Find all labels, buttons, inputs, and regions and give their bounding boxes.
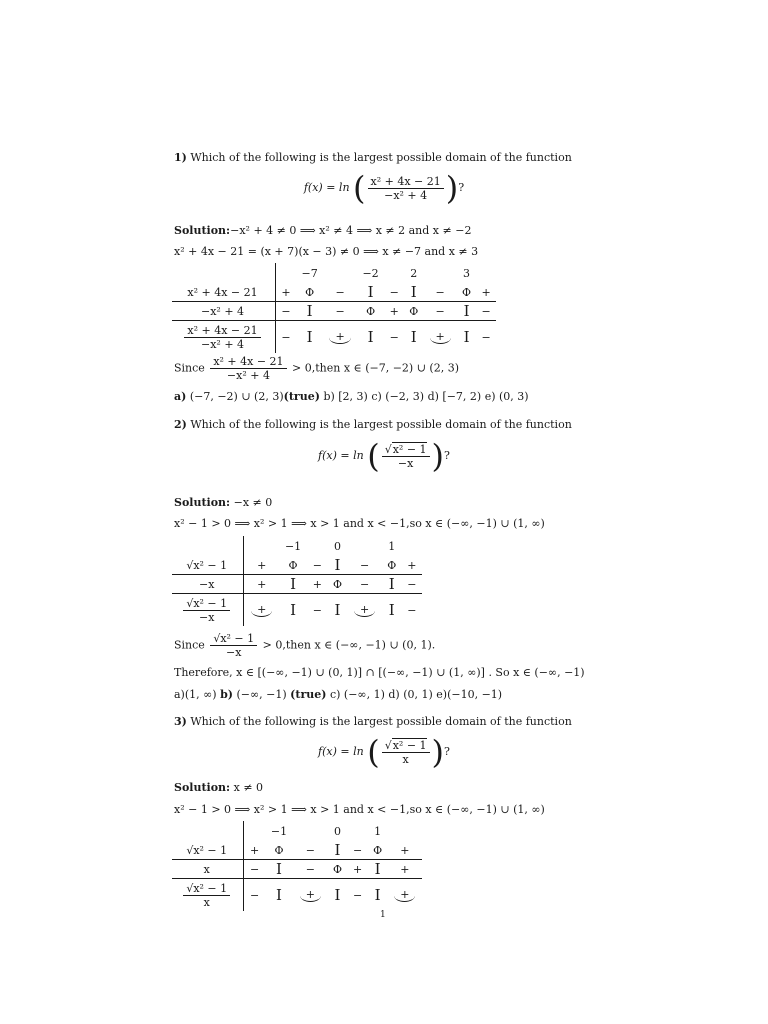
q2-solution-2: x² − 1 > 0 ⟹ x² > 1 ⟹ x > 1 and x < −1,so x ∈ (−∞, −1) ∪ (1, ∞)	[174, 517, 545, 530]
table-row: $\frac{\text{√x² − 1}}{x}$ − I + I − I +	[172, 879, 422, 912]
q2-solution-1: Solution: −x ≠ 0	[174, 496, 273, 509]
table-header: −1 0 1	[172, 821, 422, 841]
q1-answers: a) (−7, −2) ∪ (2, 3)(true) b) [2, 3) c) (−2, 3) d) [−7, 2) e) (0, 3)	[174, 390, 529, 403]
table-row: √x² − 1 + Φ − I − Φ +	[172, 556, 422, 575]
table-header: −7 −2 2 3	[172, 263, 496, 283]
table-row: √x² − 1 + Φ − I − Φ +	[172, 841, 422, 860]
table-row: x − I − Φ + I +	[172, 860, 422, 879]
q3-solution-1: Solution: x ≠ 0	[174, 781, 264, 794]
q1-function: f(x) = ln ( $\frac{\text{x² + 4x − 21}}{\text{−x² + 4}}$ )?	[303, 169, 465, 207]
q1-solution-1: Solution:−x² + 4 ≠ 0 ⟹ x² ≠ 4 ⟹ x ≠ 2 and x ≠ −2	[174, 224, 472, 237]
q2-therefore: Therefore, x ∈ [(−∞, −1) ∪ (0, 1)] ∩ [(−∞, −1) ∪ (1, ∞)] . So x ∈ (−∞, −1)	[174, 666, 585, 679]
page-number: 1	[380, 910, 386, 920]
q2-since: Since $\frac{\text{√x² − 1}}{-x}$ > 0,then x ∈ (−∞, −1) ∪ (0, 1).	[174, 632, 436, 659]
table-row: −x + I + Φ − I −	[172, 575, 422, 594]
q1-question: 1) Which of the following is the largest possible domain of the function	[174, 151, 572, 164]
table-row: −x² + 4 − I − Φ + Φ − I −	[172, 302, 496, 321]
table-header: −1 0 1	[172, 536, 422, 556]
q2-answers: a)(1, ∞) b) (−∞, −1) (true) c) (−∞, 1) d) (0, 1) e)(−10, −1)	[174, 688, 503, 701]
table-row: $\frac{\text{√x² − 1}}{-x}$ + I − I + I −	[172, 594, 422, 627]
q3-solution-2: x² − 1 > 0 ⟹ x² > 1 ⟹ x > 1 and x < −1,so x ∈ (−∞, −1) ∪ (1, ∞)	[174, 803, 545, 816]
q3-sign-table	[172, 821, 422, 911]
q2-sign-table	[172, 536, 422, 626]
q2-function: f(x) = ln ( $\frac{\text{√x² − 1}}{-x}$ )?	[318, 437, 450, 475]
q3-question: 3) Which of the following is the largest possible domain of the function	[174, 715, 572, 728]
q1-number: 1)	[174, 151, 187, 164]
q3-function: f(x) = ln ( $\frac{\text{√x² − 1}}{x}$ )?	[318, 733, 450, 771]
table-row: x² + 4x − 21 + Φ − I − I − Φ +	[172, 283, 496, 302]
q1-solution-2: x² + 4x − 21 = (x + 7)(x − 3) ≠ 0 ⟹ x ≠ −7 and x ≠ 3	[174, 245, 479, 258]
q1-sign-table	[172, 263, 496, 353]
q1-since: Since $\frac{\text{x² + 4x − 21}}{\text{−x² + 4}}$ > 0,then x ∈ (−7, −2) ∪ (2, 3)	[174, 355, 459, 382]
table-row: $\frac{\text{x² + 4x − 21}}{\text{−x² + 4}}$ − I + I − I + I −	[172, 321, 496, 354]
q2-question: 2) Which of the following is the largest possible domain of the function	[174, 418, 572, 431]
